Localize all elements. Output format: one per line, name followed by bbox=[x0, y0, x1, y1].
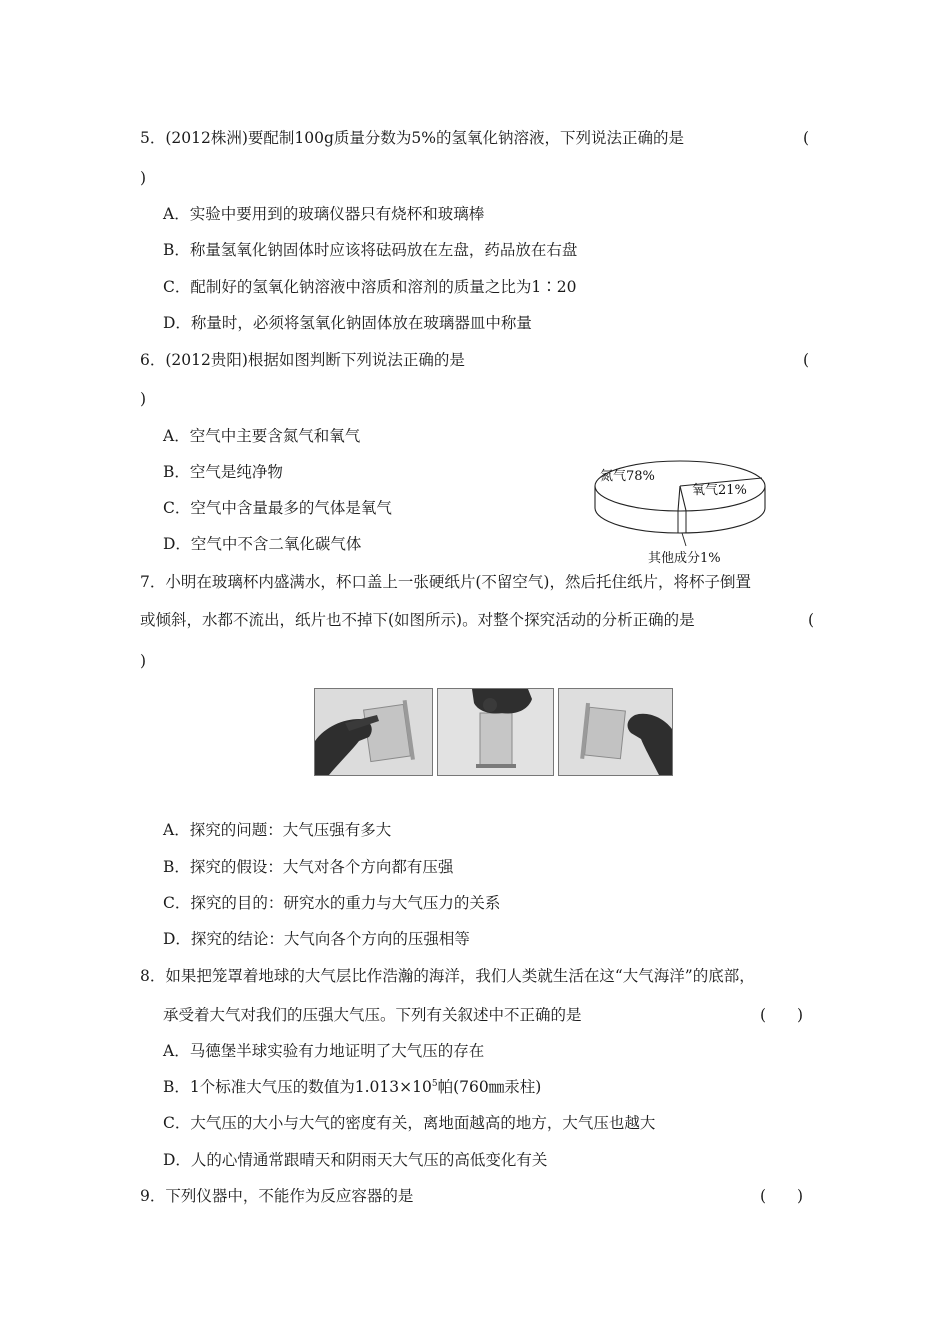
q8-option-a: A．马德堡半球实验有力地证明了大气压的存在 bbox=[163, 1042, 485, 1060]
q5-paren-close: ) bbox=[140, 169, 147, 187]
q7-paren-close: ) bbox=[140, 652, 147, 670]
photo-content bbox=[315, 689, 432, 775]
q8-option-c: C．大气压的大小与大气的密度有关，离地面越高的地方，大气压也越大 bbox=[163, 1114, 656, 1132]
q6-option-c: C．空气中含量最多的气体是氧气 bbox=[163, 499, 392, 517]
q9-answer-paren: ( ) bbox=[760, 1187, 804, 1205]
q8-option-b-text: B．1个标准大气压的数值为1.013×10 bbox=[163, 1078, 432, 1096]
q6-option-a: A．空气中主要含氮气和氧气 bbox=[163, 427, 361, 445]
q6-option-d: D．空气中不含二氧化碳气体 bbox=[163, 535, 362, 553]
q7-stem-line1: 7．小明在玻璃杯内盛满水，杯口盖上一张硬纸片(不留空气)，然后托住纸片，将杯子倒置 bbox=[140, 573, 751, 591]
experiment-photo-tilted-left bbox=[314, 688, 433, 776]
experiment-photo-tilted-right bbox=[558, 688, 673, 776]
pie-leader-line bbox=[682, 533, 686, 546]
q8-option-b-tail: 帕(760㎜汞柱) bbox=[437, 1078, 542, 1096]
pie-label-nitrogen: 氮气78% bbox=[600, 469, 655, 484]
q5-option-d: D．称量时，必须将氢氧化钠固体放在玻璃器皿中称量 bbox=[163, 314, 532, 332]
q8-option-b-exponent: 5 bbox=[431, 1078, 438, 1089]
q7-option-c: C．探究的目的：研究水的重力与大气压力的关系 bbox=[163, 894, 501, 912]
q6-paren-open: ( bbox=[803, 351, 810, 369]
experiment-photo-inverted bbox=[437, 688, 554, 776]
q9-stem: 9．下列仪器中，不能作为反应容器的是 bbox=[140, 1187, 414, 1205]
air-composition-pie-figure bbox=[590, 446, 770, 566]
q7-option-a: A．探究的问题：大气压强有多大 bbox=[163, 821, 392, 839]
q5-stem: 5．(2012株洲)要配制100g质量分数为5%的氢氧化钠溶液，下列说法正确的是 bbox=[140, 129, 685, 147]
q7-option-b: B．探究的假设：大气对各个方向都有压强 bbox=[163, 858, 454, 876]
q5-option-a: A．实验中要用到的玻璃仪器只有烧杯和玻璃棒 bbox=[163, 205, 485, 223]
q5-option-c: C．配制好的氢氧化钠溶液中溶质和溶剂的质量之比为1∶20 bbox=[163, 278, 577, 296]
q7-stem-line2: 或倾斜，水都不流出，纸片也不掉下(如图所示)。对整个探究活动的分析正确的是 bbox=[140, 611, 695, 629]
q8-option-b bbox=[163, 1077, 541, 1097]
q6-option-b: B．空气是纯净物 bbox=[163, 463, 283, 481]
q8-option-d: D．人的心情通常跟晴天和阴雨天大气压的高低变化有关 bbox=[163, 1151, 548, 1169]
q5-paren-open: ( bbox=[803, 129, 810, 147]
photo-content bbox=[438, 689, 553, 775]
q8-answer-paren: ( ) bbox=[760, 1006, 804, 1024]
pie-label-other: 其他成分1% bbox=[648, 551, 721, 566]
q7-paren-open: ( bbox=[808, 611, 815, 629]
q6-paren-close: ) bbox=[140, 390, 147, 408]
pie-label-oxygen: 氧气21% bbox=[692, 483, 747, 498]
q6-stem: 6．(2012贵阳)根据如图判断下列说法正确的是 bbox=[140, 351, 465, 369]
q5-option-b: B．称量氢氧化钠固体时应该将砝码放在左盘，药品放在右盘 bbox=[163, 241, 578, 259]
q8-stem-line1: 8．如果把笼罩着地球的大气层比作浩瀚的海洋，我们人类就生活在这“大气海洋”的底部， bbox=[140, 967, 755, 985]
q8-stem-line2: 承受着大气对我们的压强大气压。下列有关叙述中不正确的是 bbox=[163, 1006, 582, 1024]
q7-option-d: D．探究的结论：大气向各个方向的压强相等 bbox=[163, 930, 470, 948]
photo-content bbox=[559, 689, 672, 775]
